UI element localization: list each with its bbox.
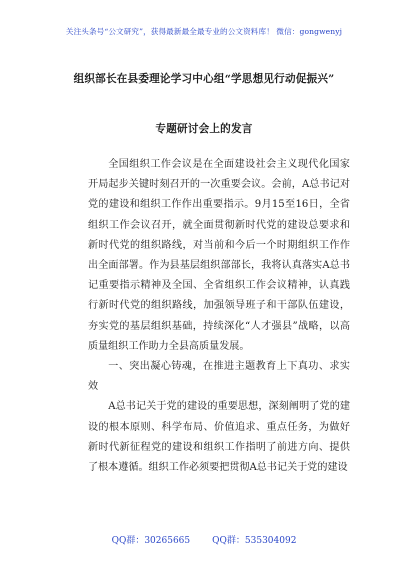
body-paragraph-intro: 全国组织工作会议是在全面建设社会主义现代化国家开局起步关键时刻召开的一次重要会议。会前，A总书记对党的建设和组织工作作出重要指示。9月15至16日，全省组织工作会议召开，就全面贯彻新时代党的建设总要求和新时代党的组织路线，对当前和今后一个时期组织工作作出全面部署。作为县基层组织部部长，我将认真落实A总书记重要指示精神及全国、全省组织工作会议精神，认真践行新时代党的组织路线，加强领导班子和干部队伍建设，夯实党的基层组织基础，持续深化“人才强县”战略，以高质量组织工作助力全县高质量发展。	[88, 159, 350, 352]
body-paragraph-section-1: A总书记关于党的建设的重要思想，深刻阐明了党的建设的根本原则、科学布局、价值追求、重点任务，为做好新时代新征程党的建设和组织工作指明了前进方向、提供了根本遵循。组织工作必须要把贯彻A总书记关于党的建设	[88, 401, 350, 474]
document-body	[88, 155, 350, 478]
footer-contacts	[0, 533, 408, 546]
section-heading-1: 一、突出凝心铸魂，在推进主题教育上下真功、求实效	[88, 361, 350, 393]
footer-qq-group-2: QQ群：535304092	[212, 536, 297, 546]
footer-qq-group-1: QQ群：30265665	[111, 536, 191, 546]
header-banner: 关注头条号“公文研究”，获得最新最全最专业的公文资料库！ 微信：gongwenyj	[65, 27, 343, 36]
document-title: 组织部长在县委理论学习中心组“学思想见行动促振兴”	[73, 73, 335, 85]
document-subtitle: 专题研讨会上的发言	[155, 123, 253, 135]
